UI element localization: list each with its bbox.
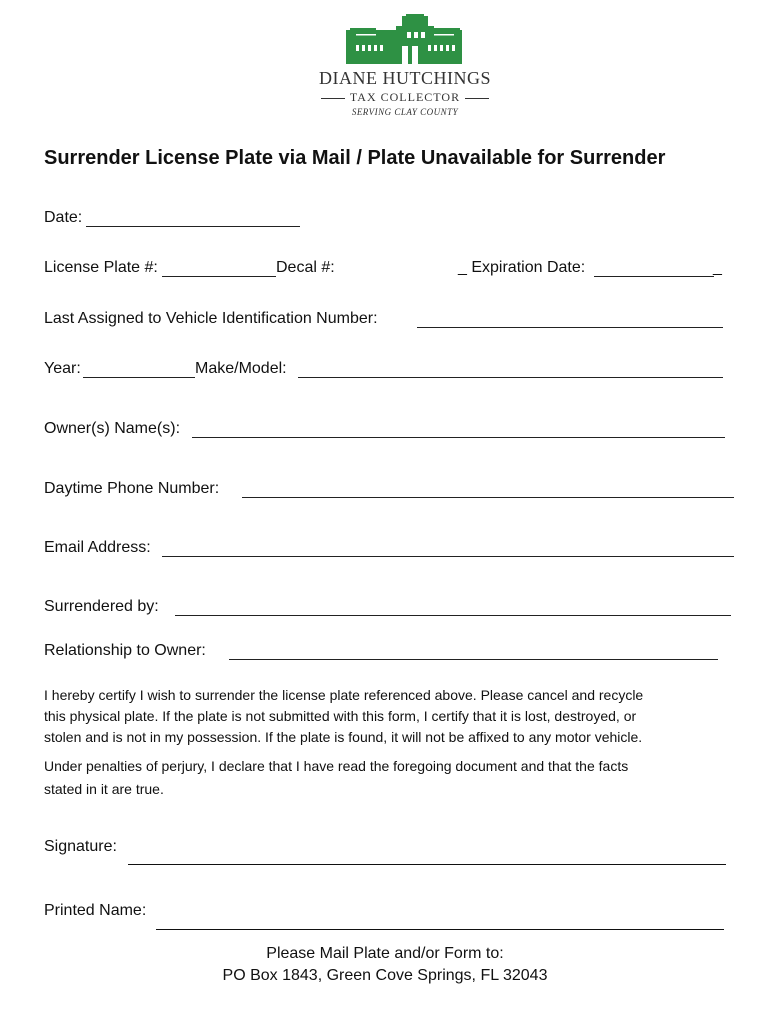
surrendered-by-label: Surrendered by: — [44, 598, 159, 615]
expiration-label: _ Expiration Date: — [458, 259, 586, 276]
relationship-label: Relationship to Owner: — [44, 642, 206, 659]
make-model-field[interactable] — [298, 377, 723, 378]
perjury-line-2: stated in it are true. — [44, 781, 164, 797]
decal-label: Decal #: — [276, 259, 335, 276]
tax-collector-logo — [300, 14, 510, 124]
printed-name-label: Printed Name: — [44, 902, 147, 919]
expiration-tail: _ — [713, 259, 722, 276]
logo-county: SERVING CLAY COUNTY — [351, 107, 459, 117]
perjury-paragraph — [44, 755, 628, 801]
mailing-instructions — [0, 943, 770, 987]
phone-field[interactable] — [242, 497, 734, 498]
date-label: Date: — [44, 209, 83, 226]
logo-subtitle: TAX COLLECTOR — [300, 90, 510, 105]
owner-names-field[interactable] — [192, 437, 725, 438]
certify-line-3: stolen and is not in my possession. If the plate is found, it will not be affixed to any motor vehicle. — [44, 729, 643, 745]
certify-line-2: this physical plate. If the plate is not submitted with this form, I certify that it is lost, destroyed, or — [44, 708, 637, 724]
make-model-label: Make/Model: — [195, 360, 287, 377]
mailing-address: PO Box 1843, Green Cove Springs, FL 32043 — [222, 967, 548, 984]
date-field[interactable] — [86, 226, 300, 227]
year-field[interactable] — [83, 377, 195, 378]
expiration-field[interactable] — [594, 276, 714, 277]
logo-name: DIANE HUTCHINGS — [319, 68, 491, 88]
certify-line-1: I hereby certify I wish to surrender the license plate referenced above. Please cancel and recycle — [44, 687, 644, 703]
phone-label: Daytime Phone Number: — [44, 480, 220, 497]
surrendered-by-field[interactable] — [175, 615, 731, 616]
perjury-line-1: Under penalties of perjury, I declare that I have read the foregoing document and that the facts — [44, 758, 629, 774]
owner-names-label: Owner(s) Name(s): — [44, 420, 181, 437]
certify-paragraph — [44, 685, 643, 748]
vin-field[interactable] — [417, 327, 723, 328]
vin-label: Last Assigned to Vehicle Identification Number: — [44, 310, 378, 327]
year-label: Year: — [44, 360, 81, 377]
license-plate-label: License Plate #: — [44, 259, 158, 276]
page-title: Surrender License Plate via Mail / Plate Unavailable for Surrender — [44, 147, 666, 169]
courthouse-icon — [300, 14, 510, 66]
license-plate-field[interactable] — [162, 276, 276, 277]
printed-name-field[interactable] — [156, 929, 724, 930]
signature-field[interactable] — [128, 864, 726, 865]
email-field[interactable] — [162, 556, 734, 557]
email-label: Email Address: — [44, 539, 151, 556]
mailing-line-1: Please Mail Plate and/or Form to: — [266, 945, 504, 962]
relationship-field[interactable] — [229, 659, 718, 660]
signature-label: Signature: — [44, 838, 117, 855]
